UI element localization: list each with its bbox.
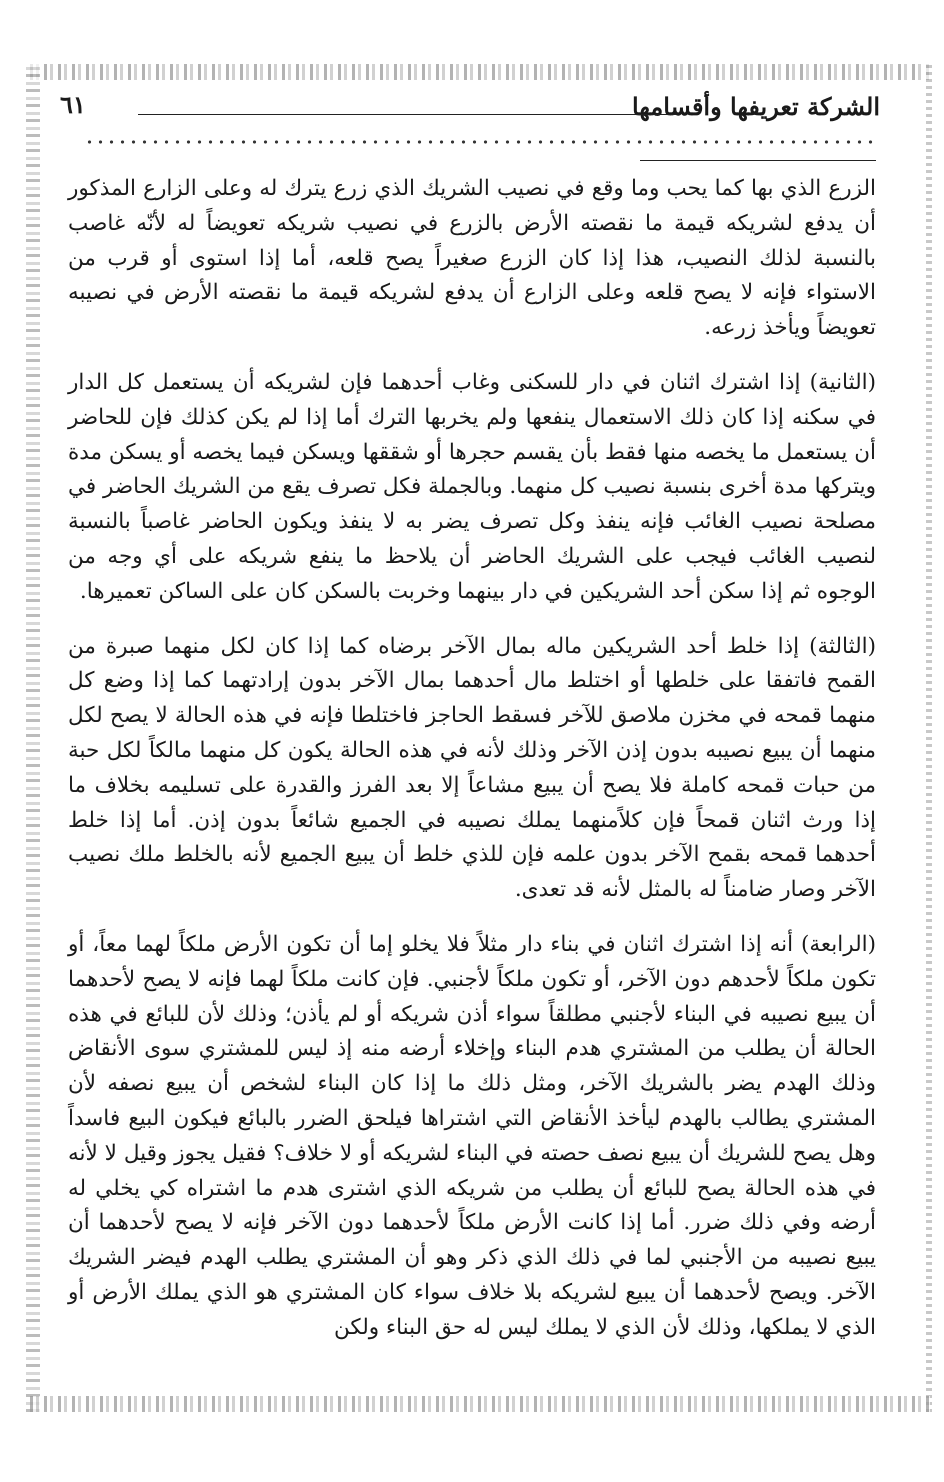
running-title: الشركة تعريفها وأقسامها: [631, 92, 880, 121]
page-number: ٦١: [60, 90, 86, 119]
paragraph-second: (الثانية) إذا اشترك اثنان في دار للسكنى وغاب أحدهما فإن لشريكه أن يستعمل كل الدار في سكنه إذا كان ذلك الاستعمال ينفعها ولم يخربها الترك أما إذا لم يكن كذلك فإن للحاضر أن يستعمل ما يخصه منها فقط بأن يقسم حجرها أو شققها ويسكن فيما يخصه أو يسكن مدة ويتركها مدة أخرى بنسبة نصيب كل منهما. وبالجملة فكل تصرف يقع من الشريك الحاضر في مصلحة نصيب الغائب فإنه ينفذ وكل تصرف يضر به لا ينفذ ويكون الحاضر غاصباً بالنسبة لنصيب الغائب فيجب على الشريك الحاضر أن يلاحظ ما ينفع شريكه على أي وجه من الوجوه ثم إذا سكن أحد الشريكين في دار بينهما وخربت بالسكن كان على الساكن تعميرها.: [67, 369, 876, 604]
page-body: [68, 172, 876, 1366]
header-rule: [138, 114, 676, 115]
short-rule: [640, 160, 876, 161]
dotted-separator: [84, 140, 874, 144]
paragraph-fourth: (الرابعة) أنه إذا اشترك اثنان في بناء دار مثلاً فلا يخلو إما أن تكون الأرض ملكاً لهما معاً، أو تكون ملكاً لأحدهم دون الآخر، أو تكون ملكاً لأجنبي. فإن كانت ملكاً لهما فإنه لا يصح لأحدهما أن يبيع نصيبه في البناء لأجنبي مطلقاً سواء أذن شريكه أو لم يأذن؛ وذلك لأن للبائع في هذه الحالة أن يطلب من المشتري هدم البناء وإخلاء أرضه منه إذ ليس للمشتري سوى الأنقاض وذلك الهدم يضر بالشريك الآخر، ومثل ذلك ما إذا كان البناء لشخص أن يبيع نصفه لأن المشتري يطالب بالهدم ليأخذ الأنقاض التي اشتراها فيلحق الضرر بالبائع فيكون البيع فاسداً وهل يصح للشريك أن يبيع نصف حصته في البناء لشريكه أو لا خلاف؟ فقيل يجوز وقيل لا لأنه في هذه الحالة يصح للبائع أن يطلب من شريكه الذي اشترى هدم ما اشتراه كي يخلي له أرضه وفي ذلك ضرر. أما إذا كانت الأرض ملكاً لأحدهما دون الآخر فإنه لا يصح لأحدهما أن يبيع نصيبه من الأجنبي لما في ذلك الذي ذكر وهو أن المشتري يطلب الهدم فيضر الشريك الآخر. ويصح لأحدهما أن يبيع لشريكه بلا خلاف سواء كان المشتري هو الذي يملك الأرض أو الذي لا يملكها، وذلك لأن الذي لا يملك ليس له حق البناء ولكن: [68, 931, 876, 1340]
ornamental-border-left: [26, 64, 40, 1412]
paragraph-continuation: الزرع الذي بها كما يحب وما وقع في نصيب الشريك الذي زرع يترك له وعلى الزارع المذكور أن يدفع لشريكه قيمة ما نقصته الأرض بالزرع في نصيب شريكه تعويضاً له لأنّه غاصب بالنسبة لذلك النصيب، هذا إذا كان الزرع صغيراً يصح قلعه، أما إذا استوى أو قرب من الاستواء فإنه لا يصح قلعه وعلى الزارع أن يدفع لشريكه قيمة ما نقصته الأرض في نصيبه تعويضاً ويأخذ زرعه.: [68, 176, 876, 341]
paragraph-third: (الثالثة) إذا خلط أحد الشريكين ماله بمال الآخر برضاه كما إذا كان لكل منهما صبرة من القمح فاتفقا على خلطها أو اختلط مال أحدهما بمال الآخر بدون إرادتهما كما إذا وضع كل منهما قمحه في مخزن ملاصق للآخر فسقط الحاجز فاختلطا فإنه في هذه الحالة لا يصح لكل منهما أن يبيع نصيبه بدون إذن الآخر وذلك لأنه في هذه الحالة يكون كل منهما مالكاً لكل حبة من حبات قمحه كاملة فلا يصح أن يبيع مشاعاً إلا بعد الفرز والقدرة على تسليمه بخلاف ما إذا ورث اثنان قمحاً فإن كلاًمنهما يملك نصيبه في الجميع شائعاً بدون إذن. أما إذا خلط أحدهما قمحه بقمح الآخر بدون علمه فإن للذي خلط أن يبيع الجميع لأنه بالخلط ملك نصيب الآخر وصار ضامناً له بالمثل لأنه قد تعدى.: [68, 633, 876, 903]
ornamental-border-right: [926, 64, 932, 1412]
page-header: [60, 92, 880, 126]
ornamental-border-top: [30, 64, 930, 80]
ornamental-border-bottom: [30, 1396, 930, 1412]
